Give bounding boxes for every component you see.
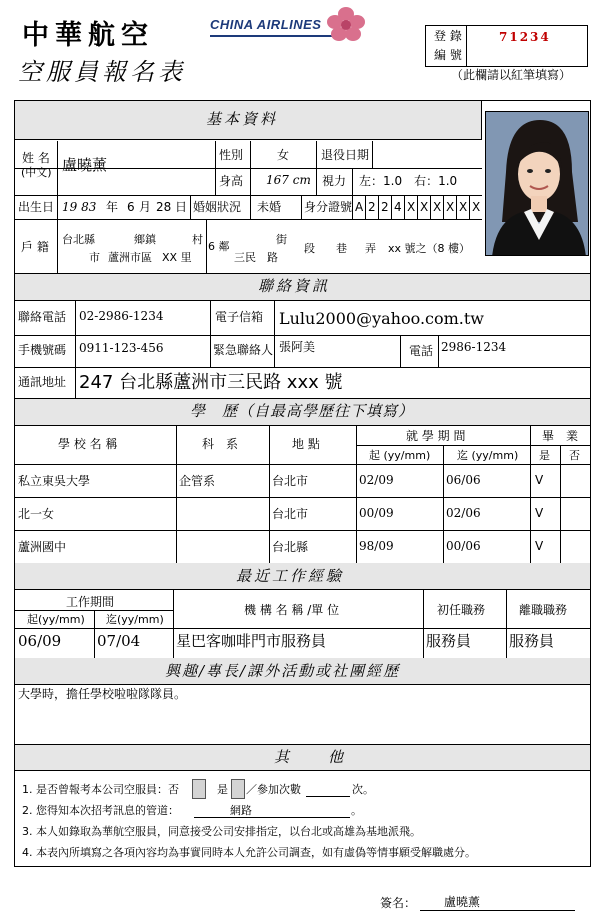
emergency-label: 緊急聯絡人 — [213, 343, 274, 357]
id-char: 4 — [394, 200, 402, 214]
edu-col-yes: 是 — [539, 449, 550, 462]
form-title: 空服員報名表 — [18, 58, 186, 86]
reg-addr-county-unit: 市 — [89, 251, 100, 264]
birth-year-unit: 年 — [106, 200, 119, 214]
edu-to: 00/06 — [446, 539, 481, 553]
applicant-name: 盧曉薰 — [62, 156, 108, 174]
company-name: 中華航空 — [22, 20, 154, 51]
edu-school: 蘆洲國中 — [18, 540, 67, 554]
edu-to: 06/06 — [446, 473, 481, 487]
edu-col-school: 學 校 名 稱 — [58, 437, 118, 451]
email-label: 電子信箱 — [215, 310, 264, 324]
email-value: Lulu2000@yahoo.com.tw — [279, 309, 484, 328]
q2-text: 2. 您得知本次招考訊息的管道： — [22, 804, 179, 817]
id-char: X — [446, 200, 455, 214]
activities-text: 大學時，擔任學校啦啦隊隊員。 — [18, 687, 187, 701]
id-char: 2 — [381, 200, 389, 214]
discharge-label: 退役日期 — [321, 148, 370, 162]
reg-addr-neighborhood: 6 鄰 — [208, 240, 230, 253]
work-from: 06/09 — [18, 632, 62, 650]
address-value: 247 台北縣蘆洲市三民路 xxx 號 — [79, 372, 343, 393]
edu-school: 私立東吳大學 — [18, 474, 91, 488]
emergency-phone-value: 2986-1234 — [441, 340, 507, 354]
edu-from: 02/09 — [359, 473, 394, 487]
address-label: 通訊地址 — [18, 375, 67, 389]
reg-addr-alley-unit: 弄 — [365, 242, 376, 255]
q1-yes-checkbox[interactable] — [231, 779, 245, 799]
phone-value: 02-2986-1234 — [79, 309, 164, 323]
q1-no-checkbox[interactable] — [192, 779, 206, 799]
edu-col-to: 迄 (yy/mm) — [457, 449, 519, 462]
work-col-to: 迄(yy/mm) — [106, 613, 164, 626]
signature-name: 盧曉薰 — [444, 895, 481, 909]
birth-day-unit: 日 — [175, 200, 188, 214]
applicant-photo — [485, 111, 589, 256]
edu-yes: V — [535, 473, 544, 487]
reg-addr-village: XX 里 — [162, 251, 192, 264]
id-char: X — [472, 200, 481, 214]
birth-month-unit: 月 — [139, 200, 152, 214]
education-section-title: 學 歷（自最高學歷往下填寫） — [190, 402, 415, 420]
id-char: X — [433, 200, 442, 214]
contact-section-title: 聯絡資訊 — [258, 277, 331, 295]
reg-addr-label: 戶 籍 — [21, 240, 49, 254]
marital-label: 婚姻狀況 — [193, 200, 242, 214]
question-4: 4. 本表內所填寫之各項內容均為事實同時本人允許公司調查，如有虛偽等情事願受解職處分。 — [22, 846, 476, 859]
mobile-value: 0911-123-456 — [79, 341, 164, 355]
reg-addr-street-unit: 街 — [276, 233, 287, 246]
reg-number: 71234 — [499, 30, 551, 44]
signature-label: 簽名： — [380, 896, 417, 910]
edu-col-graduated: 畢 業 — [542, 429, 579, 443]
gender-value: 女 — [277, 148, 290, 162]
mobile-label: 手機號碼 — [18, 343, 67, 357]
edu-school: 北一女 — [18, 507, 55, 521]
id-char: X — [407, 200, 416, 214]
edu-to: 02/06 — [446, 506, 481, 520]
q2-answer: 網路 — [230, 804, 252, 817]
other-section-title: 其 他 — [274, 748, 347, 766]
reg-addr-town-unit: 鄉鎮 — [134, 233, 156, 246]
edu-col-period: 就 學 期 間 — [406, 429, 466, 443]
emergency-value: 張阿美 — [279, 340, 316, 354]
reg-label-2: 編 號 — [434, 48, 462, 62]
edu-location: 台北市 — [272, 507, 309, 521]
reg-addr-village-unit: 村 — [192, 233, 203, 246]
edu-from: 98/09 — [359, 539, 394, 553]
basic-section-title: 基本資料 — [206, 110, 279, 128]
id-char: X — [459, 200, 468, 214]
emergency-phone-label: 電話 — [409, 344, 434, 358]
vision-value: 左：1.0 右：1.0 — [359, 174, 458, 188]
reg-addr-town: 蘆洲市區 — [108, 251, 152, 264]
id-label: 身分證號 — [304, 200, 353, 214]
marital-value: 未婚 — [257, 200, 282, 214]
reg-addr-county: 台北縣 — [62, 233, 95, 246]
name-label: 姓 名 — [22, 151, 50, 165]
q1-yes-label: 是 — [217, 783, 228, 796]
q1-end: 次。 — [352, 783, 374, 796]
edu-col-from: 起 (yy/mm) — [369, 449, 431, 462]
edu-col-location: 地 點 — [292, 437, 320, 451]
work-col-leave: 離職職務 — [519, 603, 568, 617]
id-char: A — [355, 200, 364, 214]
plum-blossom-icon — [322, 6, 370, 42]
id-char: X — [420, 200, 429, 214]
edu-yes: V — [535, 539, 544, 553]
phone-label: 聯絡電話 — [18, 310, 67, 324]
work-org: 星巴客咖啡門市服務員 — [176, 632, 327, 650]
gender-label: 性別 — [219, 148, 244, 162]
work-leave: 服務員 — [509, 632, 555, 650]
birth-month: 6 — [127, 200, 135, 214]
height-value: 167 cm — [266, 173, 311, 187]
edu-col-no: 否 — [569, 449, 580, 462]
birth-year: 19 83 — [62, 200, 97, 214]
edu-location: 台北縣 — [272, 540, 309, 554]
edu-from: 00/09 — [359, 506, 394, 520]
name-label-sub: (中文) — [21, 166, 52, 179]
work-to: 07/04 — [97, 632, 141, 650]
reg-addr-lane-unit: 巷 — [336, 242, 347, 255]
work-col-from: 起(yy/mm) — [27, 613, 85, 626]
reg-addr-section-unit: 段 — [304, 242, 315, 255]
edu-col-major: 科 系 — [202, 437, 239, 451]
work-col-org: 機 構 名 稱 /單 位 — [244, 603, 340, 617]
china-airlines-logo — [210, 6, 365, 42]
work-col-period: 工作期間 — [66, 595, 115, 609]
logo-text: CHINA AIRLINES — [210, 17, 322, 32]
edu-location: 台北市 — [272, 474, 309, 488]
signature-line — [420, 910, 575, 911]
birth-day: 28 — [156, 200, 172, 214]
reg-addr-street: 三民 路 — [234, 251, 278, 264]
vision-label: 視力 — [322, 174, 347, 188]
q1-text: 1. 是否曾報考本公司空服員：否 — [22, 783, 179, 796]
height-label: 身高 — [219, 174, 244, 188]
q2-end: 。 — [351, 804, 362, 817]
work-first: 服務員 — [426, 632, 472, 650]
birth-label: 出生日 — [18, 200, 55, 214]
edu-major: 企管系 — [179, 474, 216, 488]
question-3: 3. 本人如錄取為華航空服員，同意接受公司安排指定，以台北或高雄為基地派飛。 — [22, 825, 421, 838]
work-col-first: 初任職務 — [437, 603, 486, 617]
activities-section-title: 興趣/專長/課外活動或社團經歷 — [165, 662, 401, 680]
reg-addr-number: xx 號之（8 樓） — [388, 242, 471, 255]
edu-yes: V — [535, 506, 544, 520]
reg-note: （此欄請以紅筆填寫） — [451, 68, 572, 82]
id-char: 2 — [368, 200, 376, 214]
work-section-title: 最近工作經驗 — [236, 567, 345, 585]
q1-count-label: ／參加次數 — [246, 783, 301, 796]
reg-label-1: 登 錄 — [434, 29, 462, 43]
